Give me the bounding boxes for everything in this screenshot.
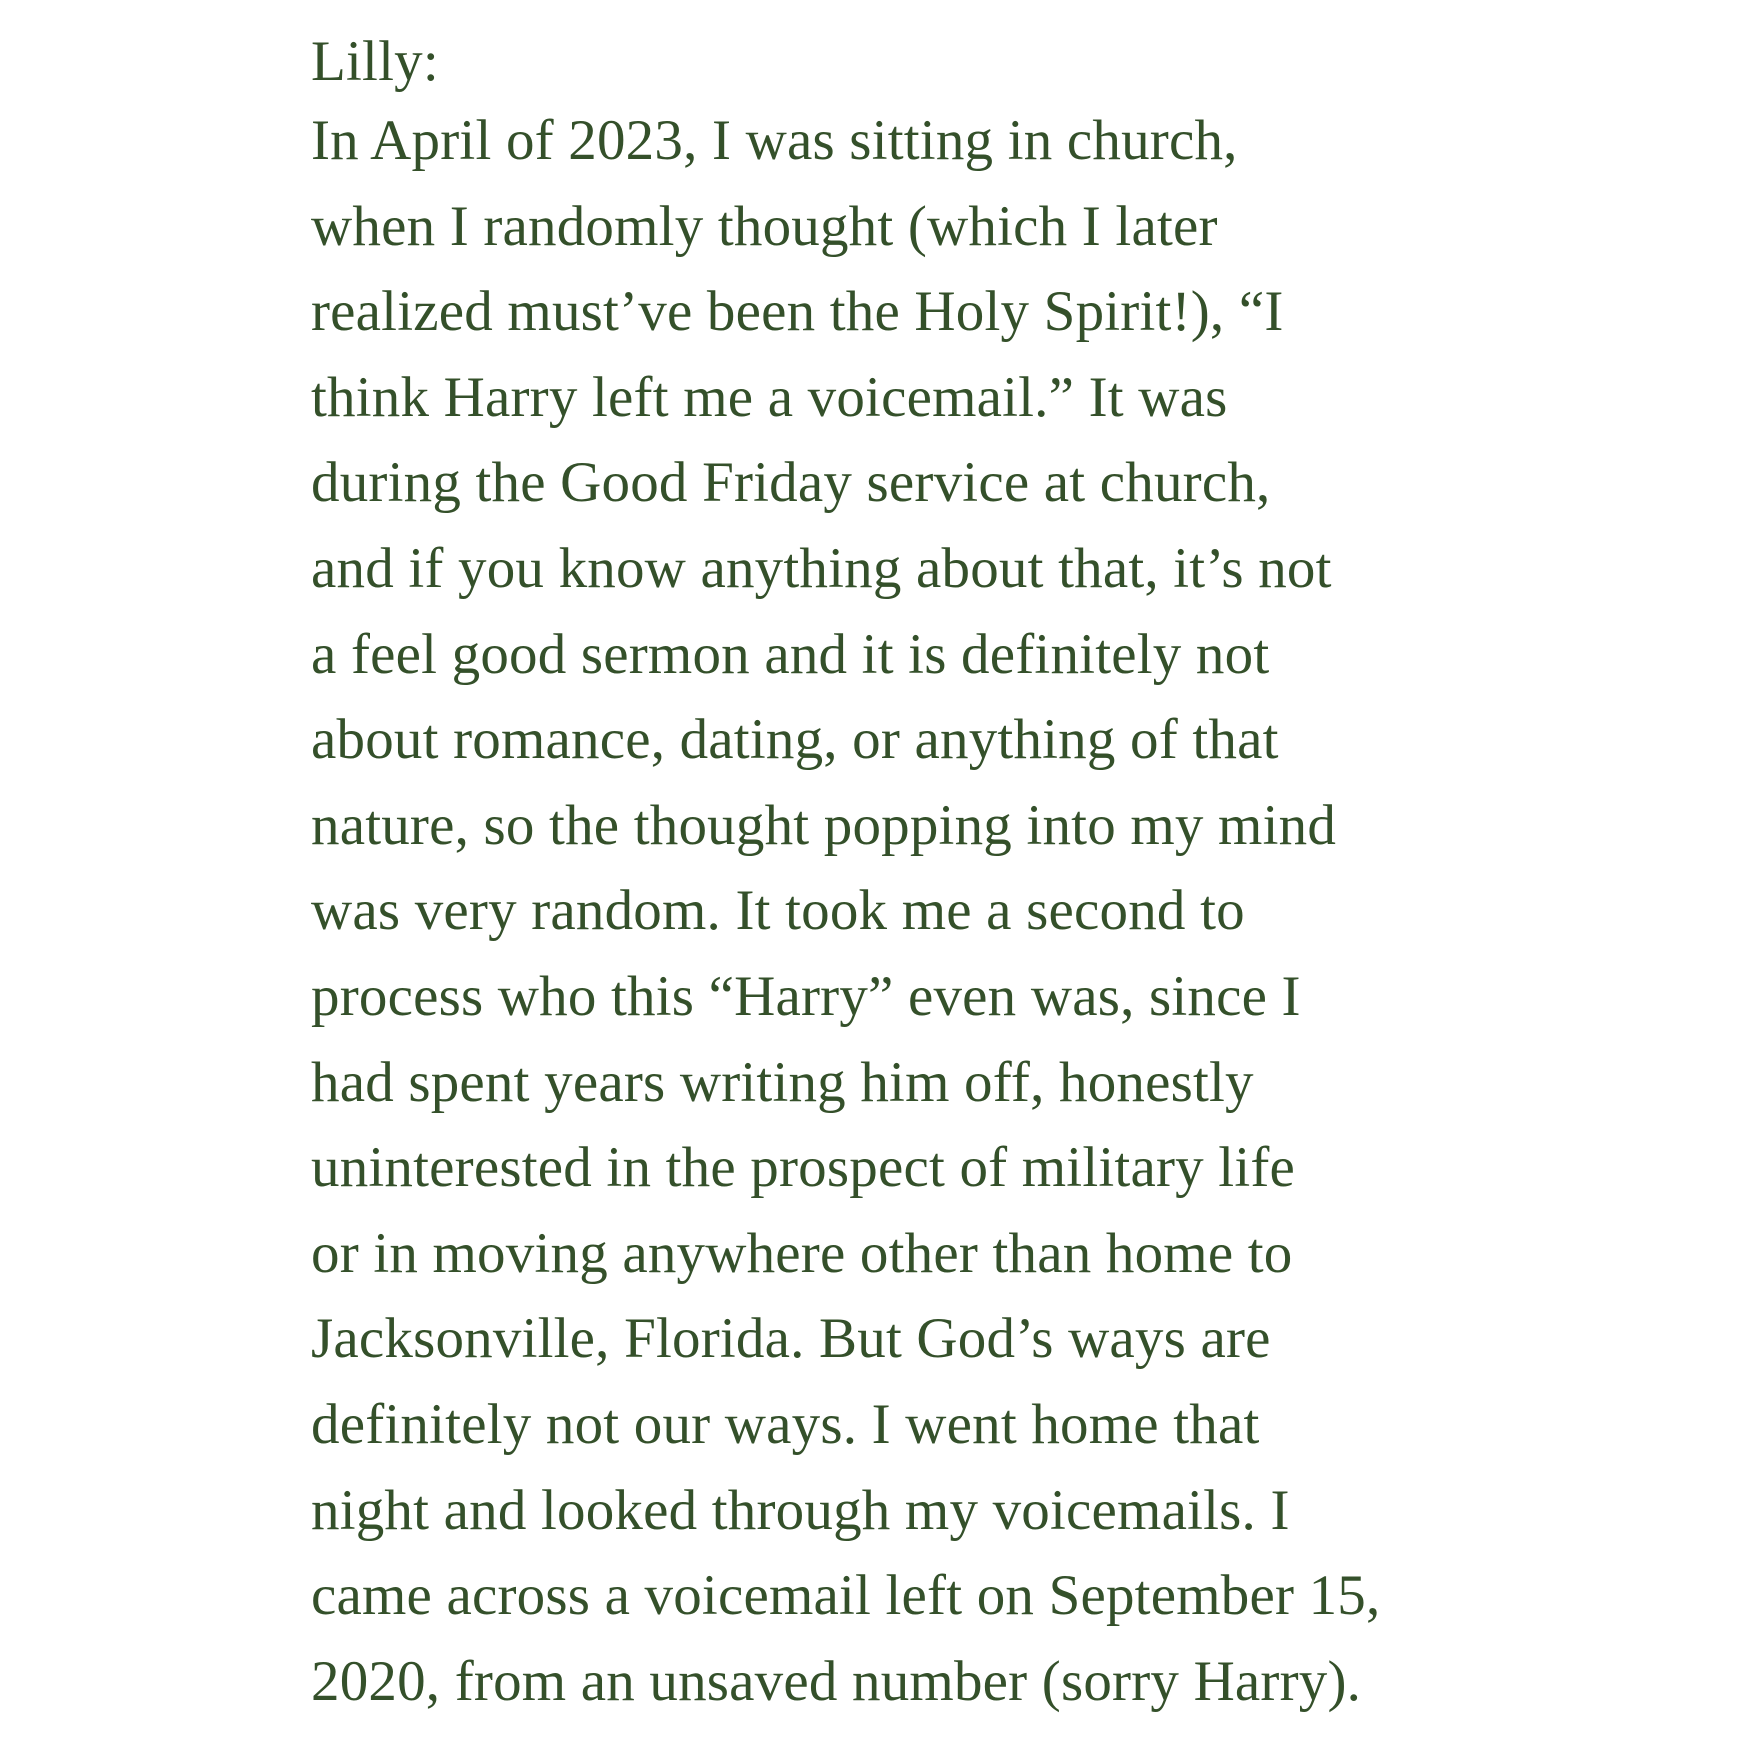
text-line: was very random. It took me a second to: [311, 879, 1245, 943]
text-line: or in moving anywhere other than home to: [311, 1221, 1293, 1285]
text-line: when I randomly thought (which I later: [311, 194, 1218, 258]
text-line: definitely not our ways. I went home that: [311, 1392, 1260, 1456]
text-line: had spent years writing him off, honestly: [311, 1050, 1254, 1114]
text-line: process who this “Harry” even was, since I: [311, 964, 1301, 1028]
text-line: Jacksonville, Florida. But God’s ways are: [311, 1307, 1271, 1371]
text-line: came across a voicemail left on September 15,: [311, 1564, 1381, 1628]
text-line: realized must’ve been the Holy Spirit!), “I: [311, 280, 1284, 344]
text-line: uninterested in the prospect of military life: [311, 1136, 1296, 1200]
text-line: nature, so the thought popping into my mind: [311, 793, 1337, 857]
text-line: night and looked through my voicemails. I: [311, 1478, 1290, 1542]
story-text: [311, 26, 1471, 1724]
speaker-label: Lilly:: [311, 30, 439, 93]
text-line: a feel good sermon and it is definitely not: [311, 622, 1270, 686]
text-line: and if you know anything about that, it’s not: [311, 536, 1332, 600]
text-line: In April of 2023, I was sitting in church,: [311, 109, 1238, 172]
text-line: during the Good Friday service at church,: [311, 451, 1271, 515]
text-line: 2020, from an unsaved number (sorry Harry).: [311, 1649, 1362, 1713]
text-line: think Harry left me a voicemail.” It was: [311, 365, 1228, 429]
text-line: about romance, dating, or anything of that: [311, 708, 1279, 772]
